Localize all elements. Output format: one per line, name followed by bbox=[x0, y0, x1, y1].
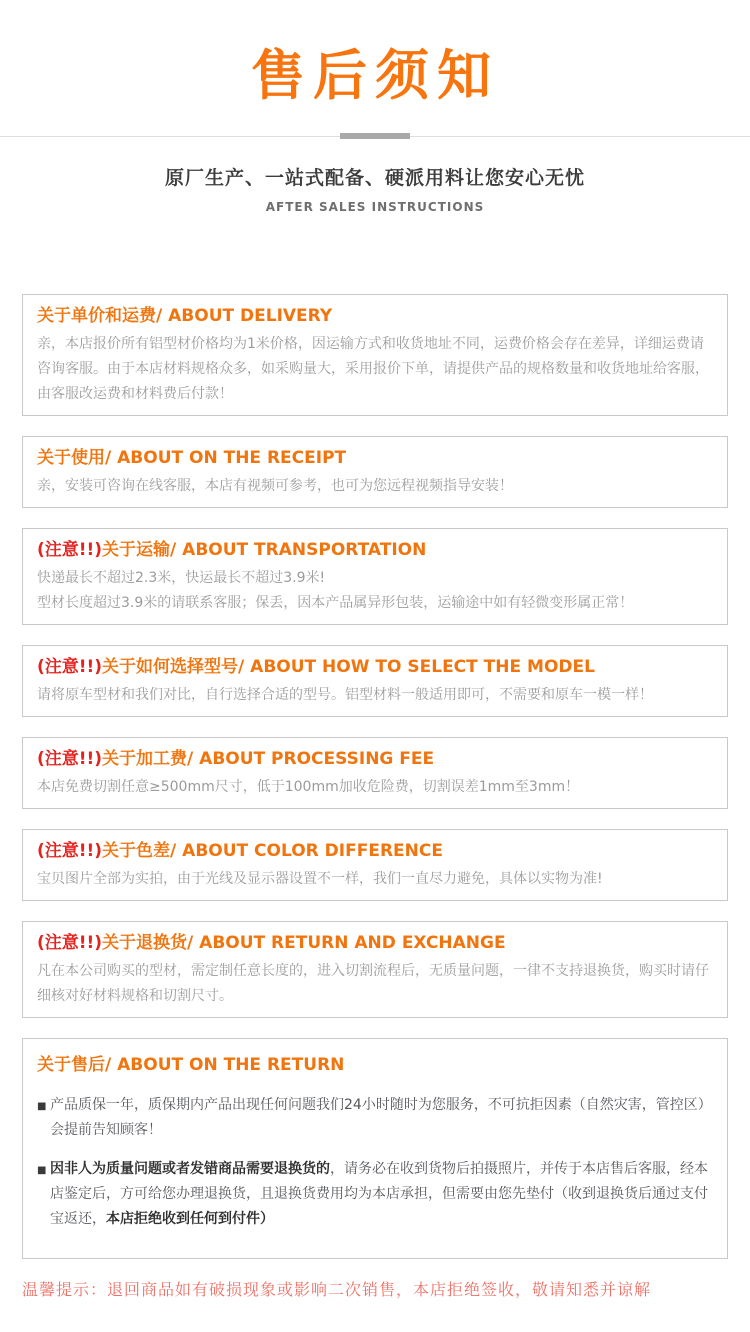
section-title-text: 关于运输/ ABOUT TRANSPORTATION bbox=[102, 540, 427, 560]
section-color-difference bbox=[22, 829, 728, 901]
section-receipt bbox=[22, 436, 728, 508]
section-title-text: 关于退换货/ ABOUT RETURN AND EXCHANGE bbox=[102, 933, 506, 953]
bullet-text: 产品质保一年，质保期内产品出现任何问题我们24小时随时为您服务，不可抗拒因素（自然灾害，管控区）会提前告知顾客！ bbox=[50, 1097, 712, 1138]
section-title-text: 关于单价和运费/ ABOUT DELIVERY bbox=[37, 306, 333, 326]
section-delivery bbox=[22, 294, 728, 416]
section-title-text: 关于加工费/ ABOUT PROCESSING FEE bbox=[102, 749, 435, 769]
section-body: 本店免费切割任意≥500mm尺寸，低于100mm加收危险费，切割误差1mm至3mm！ bbox=[37, 779, 580, 795]
sections-container bbox=[22, 294, 728, 1259]
section-body: 请将原车型材和我们对比，自行选择合适的型号。铝型材料一般适用即可，不需要和原车一模一样！ bbox=[37, 687, 653, 703]
section-title bbox=[37, 446, 713, 470]
section-title bbox=[37, 655, 713, 679]
section-body: 宝贝图片全部为实拍，由于光线及显示器设置不一样，我们一直尽力避免，具体以实物为准! bbox=[37, 871, 603, 887]
aftersales-bullet-2 bbox=[37, 1157, 713, 1232]
section-note: (注意!!) bbox=[37, 657, 103, 677]
divider-tab bbox=[340, 133, 410, 139]
page-subtitle: 原厂生产、一站式配备、硬派用料让您安心无忧 bbox=[164, 167, 585, 189]
section-body: 凡在本公司购买的型材，需定制任意长度的，进入切割流程后，无质量问题，一律不支持退换货，购买时请仔细核对好材料规格和切割尺寸。 bbox=[37, 963, 709, 1004]
section-note: (注意!!) bbox=[37, 749, 103, 769]
bullet-text-bold: 因非人为质量问题或者发错商品需要退换货的 bbox=[50, 1161, 330, 1177]
section-title bbox=[37, 1053, 713, 1077]
section-title bbox=[37, 839, 713, 863]
section-select-model bbox=[22, 645, 728, 717]
section-aftersales bbox=[22, 1038, 728, 1259]
section-body: 亲，本店报价所有铝型材价格均为1米价格，因运输方式和收货地址不同，运费价格会存在差异，详细运费请咨询客服。由于本店材料规格众多，如采购量大，采用报价下单，请提供产品的规格数量和收货地址给客服，由客服改运费和材料费后付款！ bbox=[37, 336, 709, 402]
section-note: (注意!!) bbox=[37, 933, 103, 953]
bullet-text-bold: 本店拒绝收到任何到付件） bbox=[106, 1211, 274, 1227]
title-divider bbox=[0, 136, 750, 137]
section-title bbox=[37, 931, 713, 955]
section-processing-fee bbox=[22, 737, 728, 809]
section-return-exchange bbox=[22, 921, 728, 1018]
section-title-text: 关于售后/ ABOUT ON THE RETURN bbox=[37, 1055, 345, 1075]
section-body: 型材长度超过3.9米的请联系客服；保丢，因本产品属异形包装，运输途中如有轻微变形属正常！ bbox=[37, 595, 634, 611]
section-title bbox=[37, 304, 713, 328]
bullet-text: ，请务必在收到货物后拍摄照片，并传于本店售后客服，经本店鉴定后，方可给您办理退换货，且退换货费用均为本店承担，但需要由您先垫付（收到退换货后通过支付宝返还， bbox=[50, 1161, 708, 1227]
section-title-text: 关于色差/ ABOUT COLOR DIFFERENCE bbox=[102, 841, 443, 861]
section-transportation bbox=[22, 528, 728, 625]
section-title bbox=[37, 538, 713, 562]
page-header bbox=[0, 0, 750, 214]
footer-note: 温馨提示：退回商品如有破损现象或影响二次销售，本店拒绝签收，敬请知悉并谅解 bbox=[22, 1280, 652, 1299]
section-body: 亲，安装可咨询在线客服，本店有视频可参考，也可为您远程视频指导安装！ bbox=[37, 478, 513, 494]
square-bullet-icon: ■ bbox=[37, 1165, 47, 1176]
section-note: (注意!!) bbox=[37, 540, 103, 560]
page-title: 售后须知 bbox=[251, 44, 499, 107]
section-title-text: 关于使用/ ABOUT ON THE RECEIPT bbox=[37, 448, 347, 468]
page-subtitle-en: AFTER SALES INSTRUCTIONS bbox=[265, 200, 485, 214]
section-title bbox=[37, 747, 713, 771]
section-note: (注意!!) bbox=[37, 841, 103, 861]
section-title-text: 关于如何选择型号/ ABOUT HOW TO SELECT THE MODEL bbox=[102, 657, 595, 677]
aftersales-bullet-1 bbox=[37, 1093, 713, 1143]
square-bullet-icon: ■ bbox=[37, 1101, 47, 1112]
section-body: 快递最长不超过2.3米，快运最长不超过3.9米! bbox=[37, 570, 326, 586]
